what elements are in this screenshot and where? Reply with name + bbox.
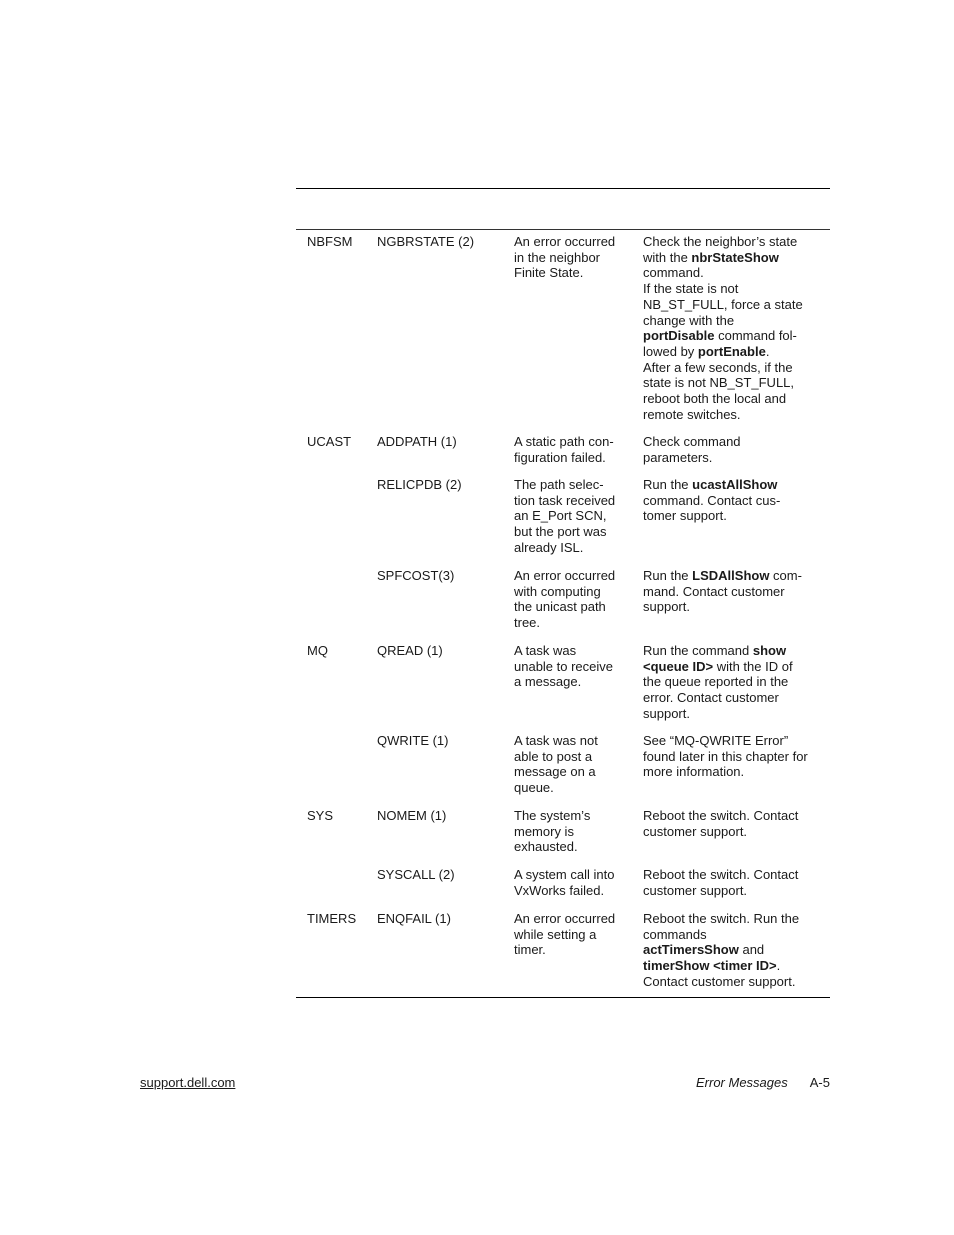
description-cell (514, 434, 632, 465)
action-text: After a few seconds, if the (643, 359, 793, 375)
action-text: customer support. (643, 823, 748, 839)
table-top-rule (296, 188, 830, 189)
action-line (643, 234, 823, 250)
command-name: show (752, 643, 787, 658)
page-number: A-5 (809, 1075, 830, 1090)
description-line: unable to receive (514, 658, 614, 674)
action-text: the queue reported in the (643, 674, 789, 690)
action-cell (643, 808, 823, 839)
description-cell (514, 234, 632, 281)
action-text: error. Contact customer (643, 690, 779, 706)
section-title: Error Messages (696, 1075, 788, 1090)
action-line (643, 584, 823, 600)
action-cell (643, 234, 823, 422)
action-cell (643, 568, 823, 615)
module-cell (307, 643, 373, 659)
description-line: An error occurred (514, 911, 616, 926)
action-text: Reboot the switch. Contact (643, 867, 799, 882)
description-cell (514, 477, 632, 556)
description-line: figuration failed. (514, 449, 606, 465)
action-line (643, 958, 823, 974)
action-line (643, 344, 823, 360)
description-line: Finite State. (514, 265, 584, 281)
description-line: An error occurred (514, 234, 616, 249)
error-code: RELICPDB (2) (377, 477, 462, 492)
action-line (643, 328, 823, 344)
action-text: Run the (643, 477, 693, 492)
description-line: timer. (514, 942, 546, 958)
action-line (643, 360, 823, 376)
action-text: found later in this chapter for (643, 748, 808, 764)
action-cell (643, 477, 823, 524)
module-name: SYS (307, 808, 334, 823)
action-line (643, 974, 823, 990)
action-text: If the state is not (643, 281, 739, 297)
action-line (643, 808, 823, 824)
description-line: with computing (514, 583, 601, 599)
command-name: timerShow <timer ID> (643, 958, 777, 974)
command-name: nbrStateShow (691, 249, 779, 265)
module-cell (307, 234, 373, 250)
action-text: command. (643, 265, 704, 281)
action-line (643, 659, 823, 675)
module-name: NBFSM (307, 234, 353, 249)
description-line: The system’s (514, 808, 591, 823)
action-text: reboot both the local and (643, 391, 787, 407)
description-cell (514, 808, 632, 855)
action-text: . (776, 958, 781, 974)
description-line: already ISL. (514, 539, 584, 555)
error-code-cell (377, 643, 507, 659)
error-code: SYSCALL (2) (377, 867, 455, 882)
action-cell (643, 643, 823, 722)
action-text: NB_ST_FULL, force a state (643, 296, 803, 312)
action-text: with the (643, 249, 692, 265)
error-code-cell (377, 234, 507, 250)
action-line (643, 450, 823, 466)
description-cell (514, 568, 632, 631)
action-line (643, 407, 823, 423)
error-code: ENQFAIL (1) (377, 911, 451, 926)
action-line (643, 911, 823, 927)
action-text: command fol- (714, 328, 797, 344)
error-code: NGBRSTATE (2) (377, 234, 475, 249)
action-line (643, 942, 823, 958)
error-code-cell (377, 733, 507, 749)
action-line (643, 568, 823, 584)
action-text: Check the neighbor’s state (643, 234, 798, 249)
description-cell (514, 867, 632, 898)
description-cell (514, 643, 632, 690)
error-code-cell (377, 568, 507, 584)
action-line (643, 674, 823, 690)
action-line (643, 297, 823, 313)
action-line (643, 375, 823, 391)
action-text: Reboot the switch. Run the (643, 911, 800, 926)
action-line (643, 824, 823, 840)
table-header-rule (296, 229, 830, 230)
module-name: MQ (307, 643, 328, 658)
action-line (643, 643, 823, 659)
action-line (643, 867, 823, 883)
error-code: QREAD (1) (377, 643, 443, 658)
command-name: portEnable (697, 343, 766, 359)
error-code-cell (377, 867, 507, 883)
action-line (643, 508, 823, 524)
command-name: LSDAllShow (692, 568, 770, 583)
table-bottom-rule (296, 997, 830, 998)
action-text: lowed by (643, 343, 698, 359)
error-code: QWRITE (1) (377, 733, 449, 748)
action-text: Run the (643, 568, 693, 583)
description-line: A task was not (514, 733, 598, 748)
description-line: tree. (514, 615, 541, 631)
action-cell (643, 911, 823, 990)
action-text: Contact customer support. (643, 973, 796, 989)
action-line (643, 927, 823, 943)
action-text: com- (769, 568, 802, 583)
error-code-cell (377, 477, 507, 493)
action-line (643, 493, 823, 509)
action-text: customer support. (643, 882, 748, 898)
description-line: A static path con- (514, 434, 614, 449)
description-line: able to post a (514, 748, 593, 764)
description-line: A task was (514, 643, 577, 658)
action-cell (643, 733, 823, 780)
description-line: queue. (514, 780, 554, 796)
action-text: support. (643, 599, 690, 615)
error-code: ADDPATH (1) (377, 434, 457, 449)
action-line (643, 434, 823, 450)
error-code-cell (377, 808, 507, 824)
action-text: commands (643, 926, 707, 942)
action-line (643, 477, 823, 493)
command-name: <queue ID> (643, 658, 714, 674)
action-text: and (738, 942, 765, 958)
action-text: Run the command (643, 643, 753, 658)
action-text: with the ID of (713, 658, 793, 674)
description-line: the unicast path (514, 599, 606, 615)
action-text: command. Contact cus- (643, 492, 781, 508)
description-line: A system call into (514, 867, 615, 882)
error-code: SPFCOST(3) (377, 568, 455, 583)
support-link[interactable]: support.dell.com (140, 1075, 236, 1090)
action-line (643, 265, 823, 281)
module-cell (307, 434, 373, 450)
description-line: An error occurred (514, 568, 616, 583)
action-text: Check command (643, 434, 741, 449)
action-text: more information. (643, 764, 745, 780)
command-name: actTimersShow (643, 942, 739, 958)
description-line: VxWorks failed. (514, 882, 605, 898)
action-line (643, 764, 823, 780)
action-text: mand. Contact customer (643, 583, 785, 599)
action-line (643, 250, 823, 266)
action-text: parameters. (643, 449, 713, 465)
action-text: support. (643, 705, 690, 721)
description-cell (514, 733, 632, 796)
action-line (643, 281, 823, 297)
action-text: See “MQ-QWRITE Error” (643, 733, 789, 748)
error-code-cell (377, 911, 507, 927)
action-text: . (765, 343, 770, 359)
description-line: The path selec- (514, 477, 604, 492)
description-line: an E_Port SCN, (514, 508, 607, 524)
action-line (643, 313, 823, 329)
action-line (643, 749, 823, 765)
action-line (643, 599, 823, 615)
action-line (643, 706, 823, 722)
action-cell (643, 867, 823, 898)
action-text: Reboot the switch. Contact (643, 808, 799, 823)
error-code-cell (377, 434, 507, 450)
action-text: remote switches. (643, 406, 741, 422)
action-text: change with the (643, 312, 735, 328)
module-name: UCAST (307, 434, 352, 449)
description-line: message on a (514, 764, 596, 780)
description-line: memory is (514, 823, 574, 839)
action-text: state is not NB_ST_FULL, (643, 375, 795, 391)
module-cell (307, 911, 373, 927)
action-cell (643, 434, 823, 465)
action-line (643, 391, 823, 407)
command-name: portDisable (643, 328, 715, 344)
description-line: exhausted. (514, 839, 578, 855)
description-line: a message. (514, 674, 582, 690)
description-cell (514, 911, 632, 958)
description-line: but the port was (514, 524, 607, 540)
running-footer (696, 1075, 830, 1090)
description-line: in the neighbor (514, 249, 601, 265)
command-name: ucastAllShow (692, 477, 778, 492)
action-line (643, 733, 823, 749)
action-text: tomer support. (643, 508, 727, 524)
description-line: while setting a (514, 926, 597, 942)
action-line (643, 883, 823, 899)
action-line (643, 690, 823, 706)
module-name: TIMERS (307, 911, 357, 926)
error-code: NOMEM (1) (377, 808, 447, 823)
module-cell (307, 808, 373, 824)
description-line: tion task received (514, 492, 616, 508)
